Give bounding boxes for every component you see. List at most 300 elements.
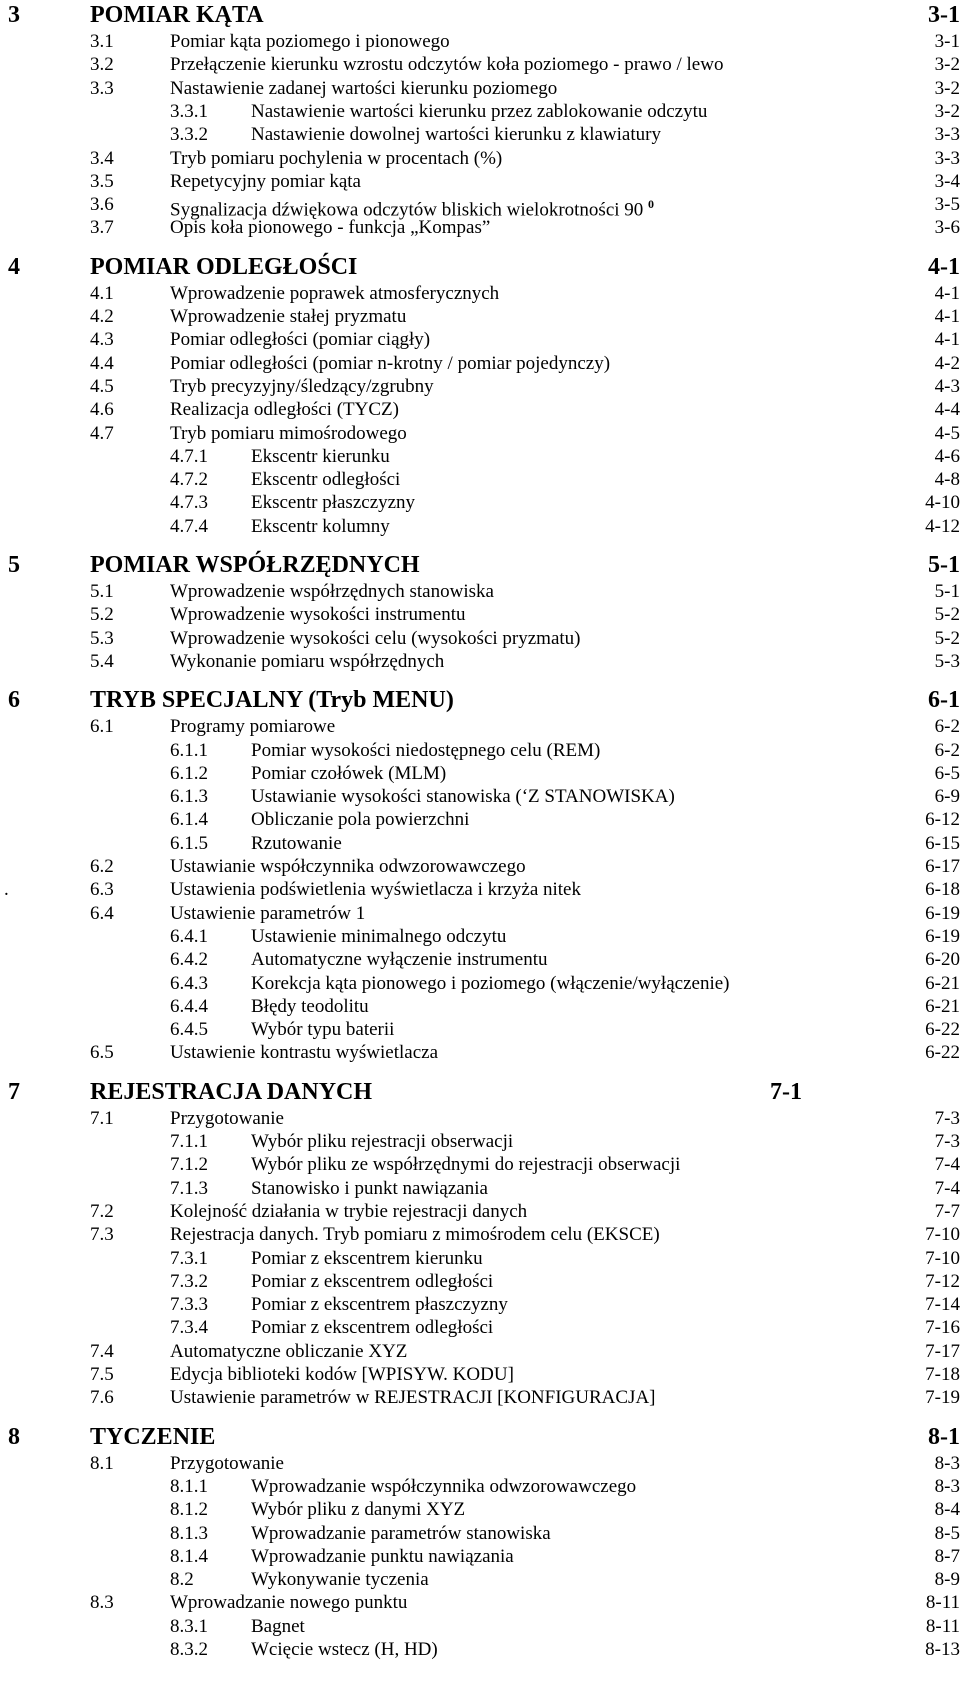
toc-page-number: 6-17 bbox=[925, 856, 960, 877]
toc-title-text: Wcięcie wstecz (H, HD) bbox=[251, 1639, 438, 1660]
toc-entry[interactable] bbox=[0, 147, 960, 170]
toc-number: 4.5 bbox=[90, 375, 114, 397]
toc-title-text: Tryb pomiaru pochylenia w procentach (%) bbox=[170, 147, 503, 169]
toc-entry[interactable] bbox=[0, 398, 960, 421]
toc-number: 6.4.1 bbox=[170, 925, 208, 947]
toc-title-text: Tryb pomiaru mimośrodowego bbox=[170, 422, 407, 444]
toc-title bbox=[251, 785, 675, 808]
toc-title-text: Programy pomiarowe bbox=[170, 716, 336, 738]
toc-entry[interactable] bbox=[0, 1522, 960, 1545]
toc-number: 8 bbox=[8, 1423, 20, 1450]
toc-number: 8.2 bbox=[170, 1569, 194, 1591]
toc-number: 7.1 bbox=[90, 1107, 114, 1129]
toc-number: 4.7.1 bbox=[170, 445, 208, 467]
toc-page-number: 8-7 bbox=[934, 1545, 960, 1567]
toc-title bbox=[170, 282, 499, 305]
toc-chapter[interactable] bbox=[0, 1422, 960, 1452]
toc-number: 5.1 bbox=[90, 581, 114, 602]
toc-page-number: 4-1 bbox=[934, 306, 960, 327]
toc-entry[interactable] bbox=[0, 1591, 960, 1614]
toc-title bbox=[251, 1293, 508, 1316]
toc-title-text: Edycja biblioteki kodów [WPISYW. KODU] bbox=[170, 1364, 514, 1385]
toc-title bbox=[90, 0, 264, 30]
toc-page-number: 6-9 bbox=[934, 786, 960, 808]
toc-title-text: Wybór pliku ze współrzędnymi do rejestracji obserwacji bbox=[251, 1154, 681, 1176]
toc-page-number: 6-21 bbox=[925, 972, 960, 994]
toc-entry[interactable] bbox=[0, 515, 960, 538]
toc-title bbox=[170, 715, 335, 738]
toc-title bbox=[251, 1153, 680, 1176]
toc-title bbox=[251, 515, 390, 538]
toc-title-text: Kolejność działania w trybie rejestracji danych bbox=[170, 1200, 528, 1222]
toc-entry[interactable] bbox=[0, 375, 960, 398]
toc-title bbox=[170, 398, 399, 421]
toc-title bbox=[251, 1018, 394, 1041]
toc-page-number: 4-3 bbox=[934, 375, 960, 397]
toc-page-number: 3-3 bbox=[934, 147, 960, 169]
toc-number: 3.6 bbox=[90, 194, 114, 216]
toc-title bbox=[170, 1107, 284, 1130]
toc-title-text: Ustawienie parametrów w REJESTRACJI [KONFIGURACJA] bbox=[170, 1387, 656, 1409]
toc-title-text: Pomiar odległości (pomiar ciągły) bbox=[170, 329, 431, 351]
toc-number: 7.5 bbox=[90, 1364, 114, 1385]
toc-number: 7.1.3 bbox=[170, 1177, 208, 1199]
toc-title-text: Wykonywanie tyczenia bbox=[251, 1569, 429, 1591]
toc-title bbox=[251, 1130, 513, 1153]
toc-entry[interactable] bbox=[0, 123, 960, 146]
toc-title bbox=[170, 352, 610, 375]
toc-page-number: 4-10 bbox=[925, 492, 960, 514]
toc-page-number: 7-10 bbox=[925, 1247, 960, 1269]
toc-title-text: Wprowadzanie parametrów stanowiska bbox=[251, 1522, 551, 1544]
toc-number: 5.3 bbox=[90, 627, 114, 649]
toc-page-number: 3-6 bbox=[934, 217, 960, 239]
toc-entry[interactable] bbox=[0, 902, 960, 925]
toc-page-number: 7-18 bbox=[925, 1364, 960, 1385]
toc-page-number: 7-17 bbox=[925, 1340, 960, 1362]
toc-chapter[interactable] bbox=[0, 1077, 960, 1107]
toc-chapter[interactable] bbox=[0, 0, 960, 30]
toc-title bbox=[251, 1270, 493, 1293]
toc-entry[interactable] bbox=[0, 282, 960, 305]
toc-number: 8.1.4 bbox=[170, 1545, 208, 1567]
toc-title-text: Ekscentr odległości bbox=[251, 469, 401, 491]
toc-title-text: Pomiar z ekscentrem kierunku bbox=[251, 1247, 483, 1269]
toc-entry[interactable] bbox=[0, 1018, 960, 1041]
toc-title bbox=[251, 468, 400, 491]
toc-title bbox=[251, 948, 548, 971]
toc-title bbox=[251, 832, 342, 855]
toc-chapter[interactable] bbox=[0, 685, 960, 715]
toc-title-text: Automatyczne obliczanie XYZ bbox=[170, 1340, 408, 1362]
toc-number: 8.1.1 bbox=[170, 1475, 208, 1497]
toc-entry[interactable] bbox=[0, 468, 960, 491]
toc-title bbox=[170, 627, 581, 650]
toc-title-text: Pomiar kąta poziomego i pionowego bbox=[170, 31, 450, 52]
toc-page-number: 7-4 bbox=[934, 1154, 960, 1176]
toc-entry[interactable] bbox=[0, 878, 960, 901]
toc-title bbox=[251, 1615, 305, 1638]
toc-title-text: Wprowadzenie wysokości celu (wysokości pryzmatu) bbox=[170, 627, 581, 649]
toc-entry[interactable] bbox=[0, 1107, 960, 1130]
toc-page-number: 3-1 bbox=[934, 31, 960, 52]
toc-page-number: 6-5 bbox=[934, 762, 960, 784]
toc-title bbox=[251, 739, 600, 762]
toc-page-number: 8-3 bbox=[934, 1475, 960, 1497]
toc-number: 3.3 bbox=[90, 77, 114, 99]
toc-entry[interactable] bbox=[0, 1177, 960, 1200]
toc-chapter[interactable] bbox=[0, 252, 960, 282]
toc-number: 7.1.2 bbox=[170, 1154, 208, 1176]
toc-number: 6.4.2 bbox=[170, 949, 208, 971]
toc-number: 7.3.1 bbox=[170, 1247, 208, 1269]
toc-page-number: 3-2 bbox=[934, 77, 960, 99]
toc-title bbox=[251, 100, 707, 123]
toc-page-number: 4-12 bbox=[925, 515, 960, 537]
toc-entry[interactable] bbox=[0, 1498, 960, 1521]
toc-number: 6.1.3 bbox=[170, 786, 208, 808]
toc-entry[interactable] bbox=[0, 1545, 960, 1568]
toc-entry[interactable] bbox=[0, 305, 960, 328]
toc-title bbox=[251, 1316, 493, 1339]
toc-title-text: Pomiar z ekscentrem odległości bbox=[251, 1317, 494, 1339]
toc-page-number: 5-2 bbox=[934, 627, 960, 649]
toc-title-text: Pomiar wysokości niedostępnego celu (REM) bbox=[251, 739, 601, 761]
toc-title-text: POMIAR WSPÓŁRZĘDNYCH bbox=[90, 552, 420, 578]
toc-page-number: 4-1 bbox=[934, 329, 960, 351]
toc-entry[interactable] bbox=[0, 53, 960, 76]
toc-page-number: 6-21 bbox=[925, 995, 960, 1017]
toc-entry[interactable] bbox=[0, 328, 960, 351]
toc-entry[interactable] bbox=[0, 1363, 960, 1386]
toc-title-text: Automatyczne wyłączenie instrumentu bbox=[251, 949, 548, 971]
toc-entry[interactable] bbox=[0, 1568, 960, 1591]
toc-page-number: 6-19 bbox=[925, 902, 960, 924]
toc-number: 8.3.2 bbox=[170, 1639, 208, 1660]
toc-title-superscript: 0 bbox=[648, 197, 655, 212]
toc-title bbox=[251, 123, 661, 146]
toc-number: 8.3.1 bbox=[170, 1615, 208, 1637]
toc-page-number: 6-1 bbox=[928, 687, 960, 714]
toc-entry[interactable] bbox=[0, 925, 960, 948]
toc-title bbox=[251, 1247, 483, 1270]
toc-entry[interactable] bbox=[0, 1153, 960, 1176]
toc-title-text: Pomiar z ekscentrem płaszczyzny bbox=[251, 1294, 508, 1316]
toc-number: 8.3 bbox=[90, 1592, 114, 1614]
toc-title-text: Realizacja odległości (TYCZ) bbox=[170, 399, 399, 421]
toc-entry[interactable] bbox=[0, 650, 960, 673]
toc-title bbox=[170, 603, 465, 626]
toc-entry[interactable] bbox=[0, 995, 960, 1018]
toc-title bbox=[170, 650, 444, 673]
toc-page-number: 7-1 bbox=[770, 1078, 802, 1105]
toc-page-number: 5-1 bbox=[934, 581, 960, 602]
toc-page-number: 8-9 bbox=[934, 1569, 960, 1591]
toc-page-number: 8-1 bbox=[928, 1423, 960, 1450]
toc-page-number: 8-11 bbox=[925, 1592, 960, 1614]
toc-entry[interactable] bbox=[0, 1223, 960, 1246]
toc-title bbox=[170, 1041, 438, 1064]
toc-number: 4.3 bbox=[90, 329, 114, 351]
toc-entry[interactable] bbox=[0, 603, 960, 626]
toc-page-number: 8-11 bbox=[925, 1615, 960, 1637]
toc-entry[interactable] bbox=[0, 1638, 960, 1661]
toc-entry[interactable] bbox=[0, 422, 960, 445]
toc-page-number: 6-2 bbox=[934, 739, 960, 761]
toc-title bbox=[170, 216, 490, 239]
toc-number: 7.3 bbox=[90, 1224, 114, 1246]
toc-title-text: Przygotowanie bbox=[170, 1107, 284, 1129]
toc-title-text: TYCZENIE bbox=[90, 1423, 216, 1450]
toc-title-text: Wprowadzenie współrzędnych stanowiska bbox=[170, 581, 494, 602]
toc-number: 3.3.1 bbox=[170, 100, 208, 122]
toc-page-number: 3-1 bbox=[928, 2, 960, 28]
toc-number: 4.7.2 bbox=[170, 469, 208, 491]
toc-page-number: 6-20 bbox=[925, 949, 960, 971]
toc-number: 3.5 bbox=[90, 170, 114, 192]
toc-number: 6.1.2 bbox=[170, 762, 208, 784]
toc-page-number: 3-4 bbox=[934, 170, 960, 192]
toc-title-text: POMIAR KĄTA bbox=[90, 2, 264, 28]
toc-title-text: Pomiar z ekscentrem odległości bbox=[251, 1270, 494, 1292]
toc-entry[interactable] bbox=[0, 832, 960, 855]
toc-entry[interactable] bbox=[0, 739, 960, 762]
toc-title-text: Bagnet bbox=[251, 1615, 305, 1637]
toc-page-number: 5-1 bbox=[928, 552, 960, 578]
toc-page-number: 7-10 bbox=[925, 1224, 960, 1246]
toc-entry[interactable] bbox=[0, 216, 960, 239]
toc-title bbox=[251, 972, 729, 995]
toc-title-text: Repetycyjny pomiar kąta bbox=[170, 170, 361, 192]
toc-entry[interactable] bbox=[0, 100, 960, 123]
toc-number: 5.4 bbox=[90, 650, 114, 672]
toc-title-text: Ustawienie parametrów 1 bbox=[170, 902, 366, 924]
toc-page-number: 4-8 bbox=[934, 469, 960, 491]
toc-entry[interactable] bbox=[0, 715, 960, 738]
toc-entry[interactable] bbox=[0, 445, 960, 468]
toc-title-text: Ekscentr płaszczyzny bbox=[251, 492, 416, 514]
toc-entry[interactable] bbox=[0, 352, 960, 375]
toc-entry[interactable] bbox=[0, 30, 960, 53]
toc-entry[interactable] bbox=[0, 1247, 960, 1270]
toc-title-text: Przełączenie kierunku wzrostu odczytów koła poziomego - prawo / lewo bbox=[170, 54, 724, 76]
toc-entry[interactable] bbox=[0, 1130, 960, 1153]
toc-title bbox=[90, 252, 357, 282]
toc-number: 7.3.4 bbox=[170, 1317, 208, 1339]
toc-entry[interactable] bbox=[0, 627, 960, 650]
toc-page-number: 8-13 bbox=[925, 1639, 960, 1660]
toc-entry[interactable] bbox=[0, 972, 960, 995]
toc-entry[interactable] bbox=[0, 948, 960, 971]
toc-entry[interactable] bbox=[0, 1386, 960, 1409]
toc-page-number: 6-2 bbox=[934, 716, 960, 738]
toc-entry[interactable] bbox=[0, 1475, 960, 1498]
toc-number: 7.1.1 bbox=[170, 1131, 208, 1152]
toc-entry[interactable] bbox=[0, 762, 960, 785]
toc-title bbox=[170, 53, 723, 76]
toc-entry[interactable] bbox=[0, 808, 960, 831]
toc-title bbox=[251, 1498, 465, 1521]
toc-title bbox=[170, 878, 581, 901]
toc-number: 6.1.1 bbox=[170, 739, 208, 761]
toc-title-text: Rejestracja danych. Tryb pomiaru z mimośrodem celu (EKSCE) bbox=[170, 1224, 660, 1246]
toc-number: 5.2 bbox=[90, 604, 114, 626]
toc-page-number: 6-18 bbox=[925, 879, 960, 901]
toc-title-text: Ekscentr kolumny bbox=[251, 515, 390, 537]
toc-number: 4 bbox=[8, 253, 20, 280]
toc-title bbox=[251, 1545, 514, 1568]
toc-page-number: 4-5 bbox=[934, 422, 960, 444]
toc-number: 7.4 bbox=[90, 1340, 114, 1362]
toc-title bbox=[90, 550, 420, 580]
toc-title bbox=[251, 1522, 551, 1545]
toc-title-text: Rzutowanie bbox=[251, 832, 342, 854]
toc-title-text: Wybór pliku z danymi XYZ bbox=[251, 1499, 466, 1521]
toc-entry[interactable] bbox=[0, 1452, 960, 1475]
toc-number: 6.5 bbox=[90, 1042, 114, 1064]
toc-page-number: 6-12 bbox=[925, 809, 960, 831]
toc-entry[interactable] bbox=[0, 580, 960, 603]
toc-page-number: 7-3 bbox=[934, 1107, 960, 1129]
toc-title bbox=[251, 808, 469, 831]
toc-title bbox=[170, 77, 557, 100]
toc-entry[interactable] bbox=[0, 785, 960, 808]
toc-number: 4.6 bbox=[90, 399, 114, 421]
toc-title-text: Ekscentr kierunku bbox=[251, 445, 390, 467]
toc-number: 3.7 bbox=[90, 217, 114, 239]
toc-page-number: 8-3 bbox=[934, 1452, 960, 1474]
toc-number: 6.1 bbox=[90, 716, 114, 738]
toc-title bbox=[170, 1200, 527, 1223]
toc-title-text: Ustawienie minimalnego odczytu bbox=[251, 925, 507, 947]
toc-page-number: 4-4 bbox=[934, 399, 960, 421]
toc-title-text: REJESTRACJA DANYCH bbox=[90, 1078, 373, 1105]
toc-title bbox=[170, 375, 434, 398]
toc-title-text: Korekcja kąta pionowego i poziomego (włączenie/wyłączenie) bbox=[251, 972, 730, 994]
toc-entry[interactable] bbox=[0, 1615, 960, 1638]
toc-number: 6.1.4 bbox=[170, 809, 208, 831]
toc-page-number: 7-7 bbox=[934, 1200, 960, 1222]
toc-title-text: Pomiar czołówek (MLM) bbox=[251, 762, 447, 784]
toc-number: 3.4 bbox=[90, 147, 114, 169]
toc-chapter[interactable] bbox=[0, 550, 960, 580]
toc-page-number: 6-22 bbox=[925, 1042, 960, 1064]
toc-number: 5 bbox=[8, 552, 20, 578]
toc-page-number: 5-2 bbox=[934, 604, 960, 626]
toc-title bbox=[90, 685, 454, 715]
toc-entry[interactable] bbox=[0, 855, 960, 878]
toc-page-number: 4-6 bbox=[934, 445, 960, 467]
toc-entry[interactable] bbox=[0, 1293, 960, 1316]
toc-entry[interactable] bbox=[0, 77, 960, 100]
toc-title-text: Wybór pliku rejestracji obserwacji bbox=[251, 1131, 514, 1152]
toc-number: 6.4.3 bbox=[170, 972, 208, 994]
toc-page-number: 6-19 bbox=[925, 925, 960, 947]
toc-title bbox=[251, 762, 446, 785]
toc-title-text: Wprowadzanie punktu nawiązania bbox=[251, 1545, 514, 1567]
toc-title bbox=[251, 925, 506, 948]
toc-title bbox=[170, 1363, 514, 1386]
toc-title bbox=[170, 855, 526, 878]
toc-title-text: Wprowadzenie poprawek atmosferycznych bbox=[170, 282, 500, 304]
toc-page-number: 7-12 bbox=[925, 1270, 960, 1292]
toc-entry[interactable] bbox=[0, 1316, 960, 1339]
toc-page-number: 7-19 bbox=[925, 1387, 960, 1409]
toc-number: 4.7.4 bbox=[170, 515, 208, 537]
toc-number: 4.7 bbox=[90, 422, 114, 444]
toc-title bbox=[170, 328, 430, 351]
toc-number: 4.7.3 bbox=[170, 492, 208, 514]
toc-number: 6.4 bbox=[90, 902, 114, 924]
toc-page-number: 5-3 bbox=[934, 650, 960, 672]
toc-title-text: Tryb precyzyjny/śledzący/zgrubny bbox=[170, 375, 434, 397]
toc-number: 4.1 bbox=[90, 282, 114, 304]
toc-page-number: 7-3 bbox=[934, 1131, 960, 1152]
toc-number: 6.1.5 bbox=[170, 832, 208, 854]
toc-entry[interactable] bbox=[0, 193, 960, 221]
toc-title bbox=[251, 995, 369, 1018]
toc-entry[interactable] bbox=[0, 1200, 960, 1223]
toc-title bbox=[170, 1386, 656, 1409]
toc-entry[interactable] bbox=[0, 491, 960, 514]
toc-title-text: Wykonanie pomiaru współrzędnych bbox=[170, 650, 445, 672]
toc-page-number: 3-3 bbox=[934, 124, 960, 146]
toc-title-text: Ustawianie współczynnika odwzorowawczego bbox=[170, 856, 526, 877]
toc-entry[interactable] bbox=[0, 1270, 960, 1293]
toc-title bbox=[90, 1077, 372, 1107]
toc-page-number: 8-4 bbox=[934, 1499, 960, 1521]
toc-title-text: Pomiar odległości (pomiar n-krotny / pomiar pojedynczy) bbox=[170, 352, 611, 374]
toc-number: 6.2 bbox=[90, 856, 114, 877]
toc-title bbox=[170, 30, 450, 53]
toc-page-number: 3-2 bbox=[934, 100, 960, 122]
toc-page-number: 4-1 bbox=[934, 282, 960, 304]
toc-title bbox=[90, 1422, 215, 1452]
toc-page-number: 4-2 bbox=[934, 352, 960, 374]
toc-title bbox=[170, 1591, 407, 1614]
toc-title bbox=[251, 491, 415, 514]
toc-number: 3.3.2 bbox=[170, 124, 208, 146]
toc-entry[interactable] bbox=[0, 1041, 960, 1064]
toc-title-text: Nastawienie dowolnej wartości kierunku z klawiatury bbox=[251, 124, 661, 146]
toc-number: 3 bbox=[8, 2, 20, 28]
toc-number: 7.3.2 bbox=[170, 1270, 208, 1292]
toc-page-number: 7-14 bbox=[925, 1294, 960, 1316]
toc-number: 6.4.5 bbox=[170, 1019, 208, 1041]
toc-number: 4.4 bbox=[90, 352, 114, 374]
toc-title-text: Sygnalizacja dźwiękowa odczytów bliskich wielokrotności 90 bbox=[170, 199, 644, 221]
toc-title-text: Błędy teodolitu bbox=[251, 995, 369, 1017]
toc-page-number: 4-1 bbox=[928, 253, 960, 280]
toc-page-number: 3-5 bbox=[934, 194, 960, 216]
toc-title bbox=[170, 422, 407, 445]
toc-title-text: Przygotowanie bbox=[170, 1452, 284, 1474]
toc-title-text: Stanowisko i punkt nawiązania bbox=[251, 1177, 488, 1199]
toc-entry[interactable] bbox=[0, 170, 960, 193]
toc-title-text: Opis koła pionowego - funkcja „Kompas” bbox=[170, 217, 491, 239]
toc-title-text: Ustawienia podświetlenia wyświetlacza i krzyża nitek bbox=[170, 879, 581, 901]
toc-entry[interactable] bbox=[0, 1340, 960, 1363]
toc-number: 6.3 bbox=[90, 879, 114, 901]
toc-title bbox=[170, 1340, 407, 1363]
toc-title-text: TRYB SPECJALNY (Tryb MENU) bbox=[90, 687, 454, 714]
toc-number: 7 bbox=[8, 1078, 20, 1105]
toc-number: 6 bbox=[8, 687, 20, 714]
toc-title-text: Wprowadzenie stałej pryzmatu bbox=[170, 306, 407, 327]
toc-title bbox=[251, 1475, 636, 1498]
toc-title-text: Wprowadzanie współczynnika odwzorowawczego bbox=[251, 1475, 637, 1497]
toc-number: 6.4.4 bbox=[170, 995, 208, 1017]
